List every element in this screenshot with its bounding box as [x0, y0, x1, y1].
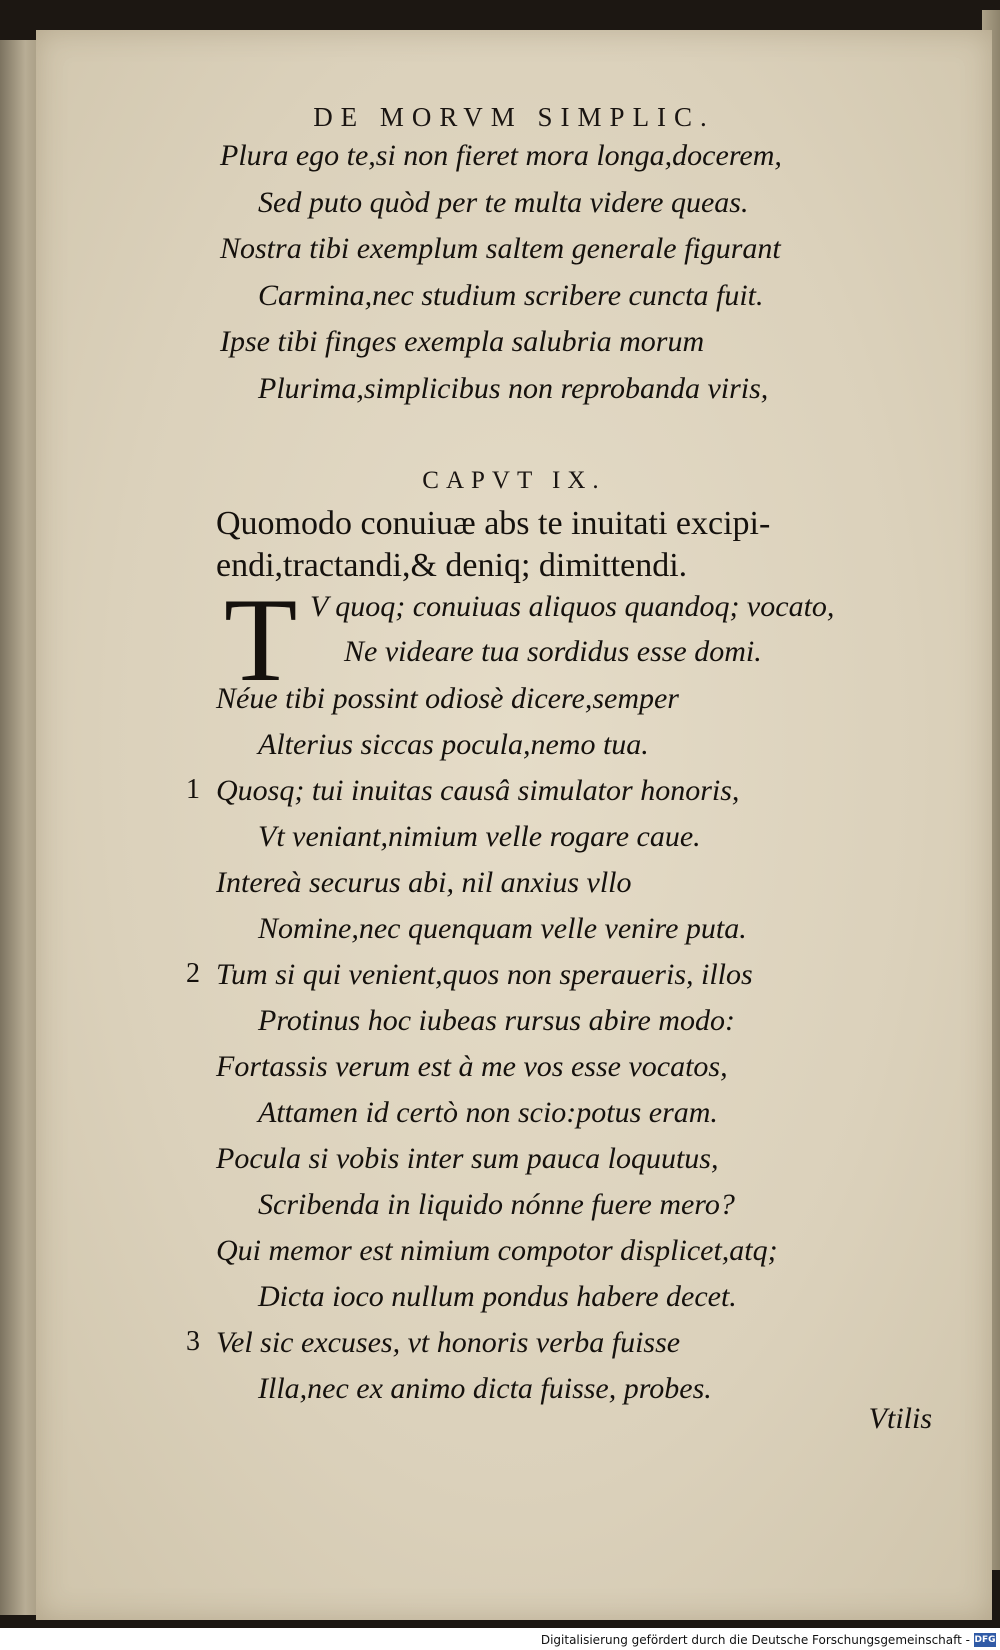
marginal-number: 3 — [186, 1326, 200, 1357]
verse-line: Plurima,simplicibus non reprobanda viris, — [258, 372, 769, 405]
book-page — [36, 30, 992, 1620]
verse-line: Pocula si vobis inter sum pauca loquutus, — [216, 1142, 719, 1175]
verse-line: Attamen id certò non scio:potus eram. — [258, 1096, 718, 1129]
chapter-heading-line: Quomodo conuiuæ abs te inuitati excipi- — [216, 505, 771, 542]
verse-line: V quoq; conuiuas aliquos quandoq; vocato, — [310, 590, 835, 623]
verse-line: Scribenda in liquido nónne fuere mero? — [258, 1188, 735, 1221]
verse-line: Plura ego te,si non fieret mora longa,docerem, — [220, 139, 782, 172]
chapter-heading-line: endi,tractandi,& deniq; dimittendi. — [216, 547, 688, 584]
verse-line: Carmina,nec studium scribere cuncta fuit. — [258, 279, 764, 312]
running-head: DE MORVM SIMPLIC. — [313, 102, 715, 132]
verse-line: Nostra tibi exemplum saltem generale figurant — [220, 232, 781, 265]
marginal-number: 2 — [186, 958, 200, 989]
verse-line: Quosq; tui inuitas causâ simulator honoris, — [216, 774, 740, 807]
chapter-title: CAPVT IX. — [422, 467, 606, 494]
marginal-number: 1 — [186, 774, 200, 805]
verse-line: Protinus hoc iubeas rursus abire modo: — [258, 1004, 735, 1037]
verse-line: Ne videare tua sordidus esse domi. — [344, 635, 762, 668]
verse-line: Alterius siccas pocula,nemo tua. — [258, 728, 649, 761]
verse-line: Illa,nec ex animo dicta fuisse, probes. — [258, 1372, 712, 1405]
verse-line: Nomine,nec quenquam velle venire puta. — [258, 912, 747, 945]
verse-line: Qui memor est nimium compotor displicet,atq; — [216, 1234, 778, 1267]
footer-bar — [0, 1628, 1000, 1650]
catchword: Vtilis — [868, 1402, 932, 1435]
verse-line: Tum si qui venient,quos non speraueris, illos — [216, 958, 753, 991]
verse-line: Fortassis verum est à me vos esse vocatos, — [216, 1050, 728, 1083]
dfg-logo-icon: DFG — [974, 1635, 996, 1645]
verse-line: Néue tibi possint odiosè dicere,semper — [216, 682, 679, 715]
verse-line: Dicta ioco nullum pondus habere decet. — [258, 1280, 737, 1313]
verse-line: Vt veniant,nimium velle rogare caue. — [258, 820, 701, 853]
drop-cap: T — [224, 573, 298, 706]
verse-line: Ipse tibi finges exempla salubria morum — [220, 325, 705, 358]
verse-line: Vel sic excuses, vt honoris verba fuisse — [216, 1326, 681, 1359]
verse-line: Intereà securus abi, nil anxius vllo — [216, 866, 632, 899]
footer-credit: Digitalisierung gefördert durch die Deutsche Forschungsgemeinschaft - — [540, 1633, 970, 1647]
verse-line: Sed puto quòd per te multa videre queas. — [258, 186, 749, 219]
